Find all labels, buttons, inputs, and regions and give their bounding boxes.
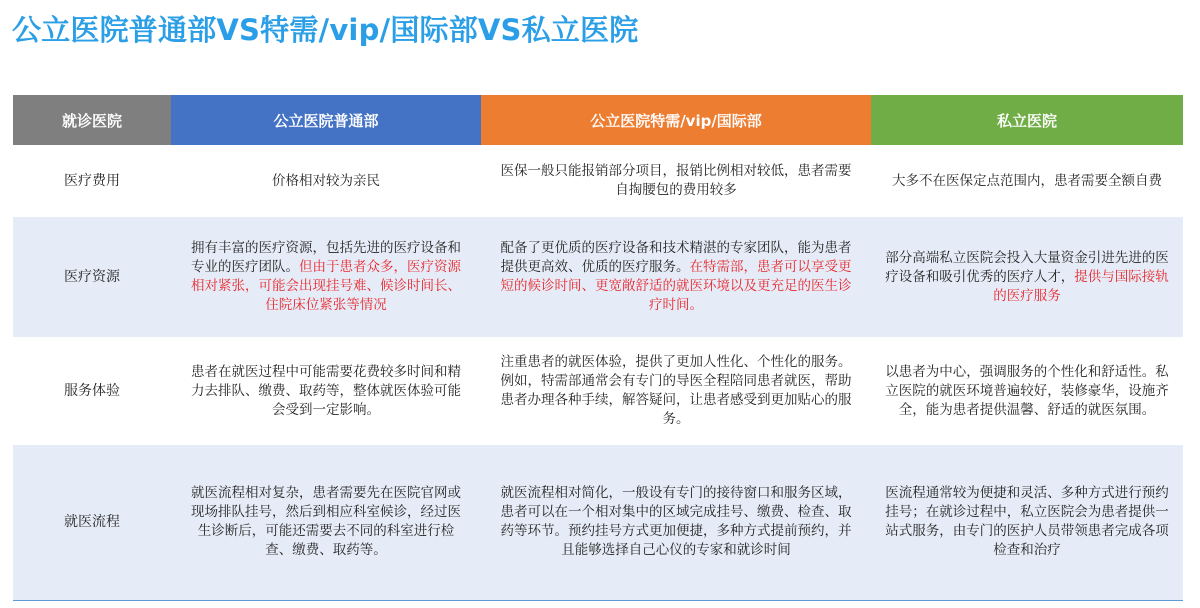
table-row [13, 217, 1183, 337]
cell-vip-experience: 注重患者的就医体验，提供了更加人性化、个性化的服务。例如，特需部通常会有专门的导医全程陪同患者就医，帮助患者办理各种手续，解答疑问，让患者感受到更加贴心的服务。 [481, 337, 871, 445]
table-header-row [13, 95, 1183, 145]
row-label-experience: 服务体验 [13, 337, 171, 445]
cell-private-cost: 大多不在医保定点范围内，患者需要全额自费 [871, 145, 1183, 217]
row-label-resources: 医疗资源 [13, 217, 171, 337]
row-label-process: 就医流程 [13, 445, 171, 600]
cell-private-resources: 部分高端私立医院会投入大量资金引进先进的医疗设备和吸引优秀的医疗人才，提供与国际接轨的医疗服务 [871, 217, 1183, 337]
cell-public-resources: 拥有丰富的医疗资源，包括先进的医疗设备和专业的医疗团队。但由于患者众多，医疗资源相对紧张，可能会出现挂号难、候诊时间长、住院床位紧张等情况 [171, 217, 481, 337]
cell-public-cost: 价格相对较为亲民 [171, 145, 481, 217]
cell-private-process: 医流程通常较为便捷和灵活、多种方式进行预约挂号；在就诊过程中，私立医院会为患者提供一站式服务，由专门的医护人员带领患者完成各项检查和治疗 [871, 445, 1183, 600]
header-private: 私立医院 [871, 95, 1183, 145]
table-row [13, 337, 1183, 445]
cell-public-process: 就医流程相对复杂，患者需要先在医院官网或现场排队挂号，然后到相应科室候诊，经过医生诊断后，可能还需要去不同的科室进行检查、缴费、取药等。 [171, 445, 481, 600]
row-label-cost: 医疗费用 [13, 145, 171, 217]
cell-vip-cost: 医保一般只能报销部分项目，报销比例相对较低，患者需要自掏腰包的费用较多 [481, 145, 871, 217]
cell-vip-process: 就医流程相对简化，一般设有专门的接待窗口和服务区域，患者可以在一个相对集中的区域完成挂号、缴费、检查、取药等环节。预约挂号方式更加便捷，多种方式提前预约，并且能够选择自己心仪的专家和就诊时间 [481, 445, 871, 600]
cell-vip-resources: 配备了更优质的医疗设备和技术精湛的专家团队，能为患者提供更高效、优质的医疗服务。在特需部，患者可以享受更短的候诊时间、更宽敞舒适的就医环境以及更充足的医生诊疗时间。 [481, 217, 871, 337]
header-public-general: 公立医院普通部 [171, 95, 481, 145]
table-row [13, 145, 1183, 217]
table-row [13, 445, 1183, 600]
header-public-vip: 公立医院特需/vip/国际部 [481, 95, 871, 145]
cell-public-experience: 患者在就医过程中可能需要花费较多时间和精力去排队、缴费、取药等，整体就医体验可能会受到一定影响。 [171, 337, 481, 445]
comparison-table [13, 95, 1183, 601]
cell-private-experience: 以患者为中心，强调服务的个性化和舒适性。私立医院的就医环境普遍较好，装修豪华，设施齐全，能为患者提供温馨、舒适的就医氛围。 [871, 337, 1183, 445]
page-title: 公立医院普通部VS特需/vip/国际部VS私立医院 [12, 13, 639, 47]
header-hospital-type: 就诊医院 [13, 95, 171, 145]
